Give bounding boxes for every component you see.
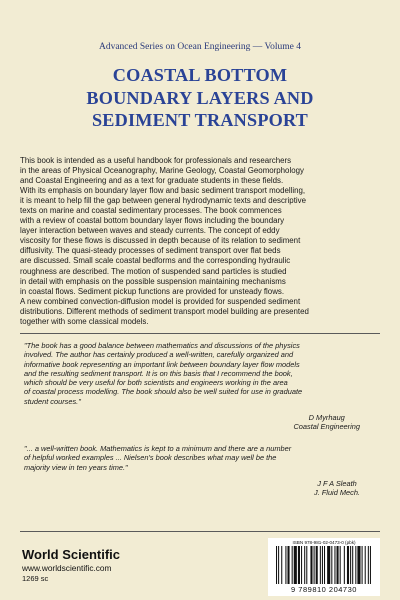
barcode-bar	[331, 546, 332, 584]
review-line: "The book has a good balance between mathematics and discussions of the physics	[24, 341, 300, 350]
review-attribution	[293, 413, 360, 432]
description-line: with a review of coastal bottom boundary layer flows including the boundary	[20, 216, 285, 226]
barcode-bar	[344, 546, 345, 584]
barcode-bar	[365, 546, 366, 584]
barcode-bar	[370, 546, 371, 584]
barcode-bar	[310, 546, 312, 584]
review-line: "... a well-written book. Mathematics is kept to a minimum and there are a number	[24, 444, 292, 453]
barcode-bar	[340, 546, 341, 584]
description-line: A new combined convection-diffusion model is provided for suspended sediment	[20, 296, 301, 306]
review-line: majority view in ten years time."	[24, 462, 128, 472]
review-line: of coastal process modelling. The book should also be well suited for use in graduate	[24, 387, 303, 397]
book-description	[20, 156, 380, 327]
barcode-bar	[276, 546, 277, 584]
description-line: roughness are described. The motion of suspended sand particles is studied	[20, 266, 287, 276]
description-line: and Coastal Engineering and as a text for graduate students in these fields.	[20, 176, 284, 186]
description-line: in coastal flows. Sediment pickup functions are provided for unsteady flows.	[20, 286, 285, 296]
review-source: J. Fluid Mech.	[313, 488, 360, 498]
description-line: are discussed. Small scale coastal bedforms and the corresponding hydraulic	[20, 256, 291, 266]
barcode-number: 9 789810 204730	[291, 585, 357, 594]
barcode-bar	[357, 546, 360, 584]
publisher-name: World Scientific	[22, 547, 120, 562]
barcode-bar	[316, 546, 318, 584]
title-line: BOUNDARY LAYERS AND	[86, 87, 314, 108]
barcode-bar	[298, 546, 300, 584]
catalog-code: 1269 sc	[22, 574, 49, 583]
review-attribution	[314, 479, 360, 498]
barcode-bar	[322, 546, 323, 584]
barcode-bar	[350, 546, 351, 584]
book-title	[0, 64, 400, 132]
barcode	[268, 538, 380, 596]
description-line: This book is intended as a useful handbook for professionals and researchers	[20, 156, 292, 165]
barcode-bar	[306, 546, 307, 584]
description-line: in the areas of Physical Oceanography, Marine Geology, Coastal Geomorphology	[20, 166, 304, 176]
barcode-bar	[347, 546, 349, 584]
review-line: of helpful worked examples ... Nielsen's book describes what may well be the	[24, 453, 277, 463]
barcode-bar	[320, 546, 321, 584]
review-author: J F A Sleath	[317, 479, 357, 488]
barcode-bar	[327, 546, 330, 584]
review-author: D Myrhaug	[308, 413, 345, 422]
barcode-bar	[314, 546, 315, 584]
barcode-bars	[276, 546, 372, 584]
barcode-bar	[337, 546, 339, 584]
review-line: informative book representing an important link between boundary layer flow models	[24, 359, 300, 369]
review-source: Coastal Engineering	[293, 422, 360, 432]
barcode-bar	[324, 546, 325, 584]
description-line: it is meant to help fill the gap between general hydrodynamic texts and descriptive	[20, 196, 306, 206]
barcode-bar	[304, 546, 305, 584]
title-line: SEDIMENT TRANSPORT	[91, 110, 309, 131]
description-line: viscosity for these flows is discussed in depth because of its relation to sediment	[20, 236, 301, 246]
barcode-bar	[362, 546, 363, 584]
barcode-bar	[334, 546, 335, 584]
review-line: which should be very useful for both scientists and engineers working in the area	[24, 378, 288, 388]
description-line: layer interaction between waves and steady currents. The concept of eddy	[20, 226, 280, 236]
description-line: With its emphasis on boundary layer flow and basic sediment transport modelling,	[20, 186, 306, 196]
barcode-bar	[301, 546, 302, 584]
review-line: involved. The author has certainly produced a well-written, carefully organized and	[24, 350, 294, 360]
divider	[20, 333, 380, 334]
barcode-bar	[294, 546, 297, 584]
review-line: and the resulting sediment transport. It is on this basis that I recommend the book,	[24, 368, 293, 378]
publisher-url: www.worldscientific.com	[22, 563, 112, 573]
barcode-bar	[285, 546, 286, 584]
review-quote	[24, 444, 380, 472]
description-line: together with some classical models.	[20, 316, 149, 326]
description-line: in detail with emphasis on the possible suspension maintaining mechanisms	[20, 276, 286, 286]
barcode-bar	[292, 546, 293, 584]
barcode-bar	[368, 546, 369, 584]
isbn-label: ISBN 978-981-02-0473-0 (pbk)	[292, 540, 356, 545]
title-line: COASTAL BOTTOM	[112, 65, 288, 85]
barcode-bar	[352, 546, 353, 584]
description-line: diffusivity. The quasi-steady processes of sediment transport over flat beds	[20, 246, 281, 256]
description-line: distributions. Different methods of sediment transport model building are presented	[20, 306, 309, 316]
barcode-bar	[278, 546, 279, 584]
description-line: texts on marine and coastal sedimentary processes. The book commences	[20, 206, 282, 216]
review-line: student courses."	[24, 396, 81, 406]
barcode-bar	[355, 546, 356, 584]
divider	[20, 531, 380, 532]
barcode-bar	[287, 546, 289, 584]
review-quote	[24, 341, 380, 406]
barcode-bar	[281, 546, 282, 584]
series-label: Advanced Series on Ocean Engineering — Volume 4	[98, 42, 301, 52]
